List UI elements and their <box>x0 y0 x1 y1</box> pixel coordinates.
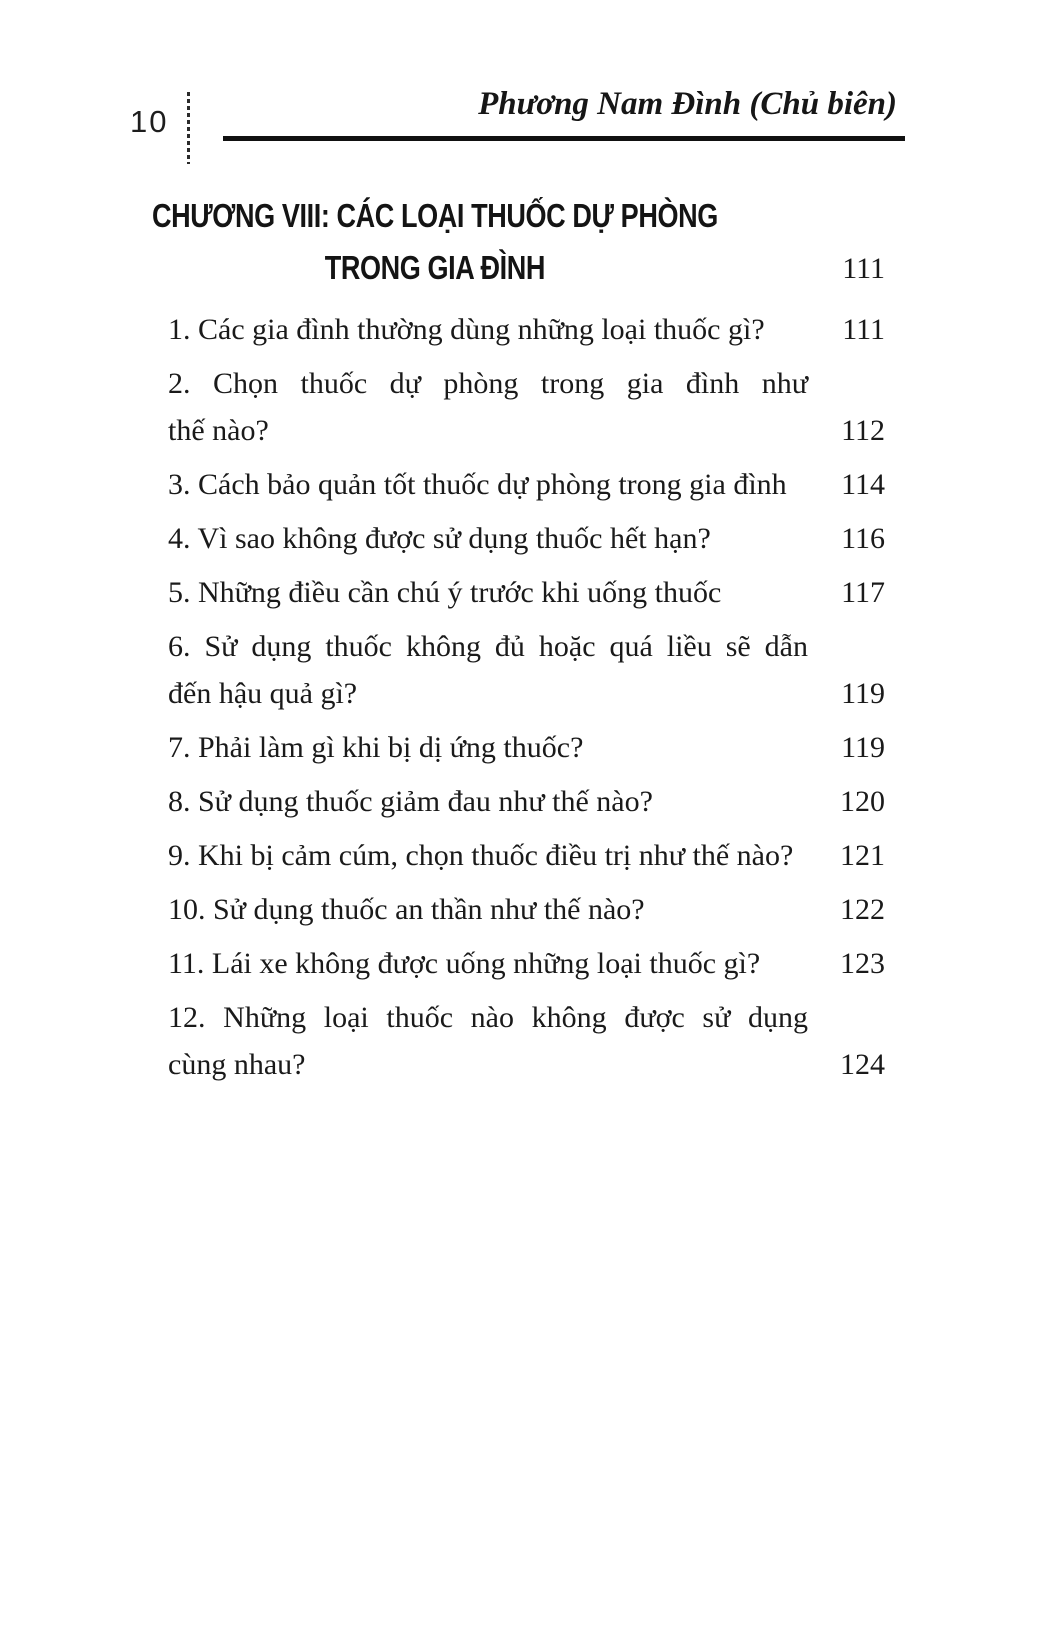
toc-entry <box>168 515 885 562</box>
toc-entry-line: 6. Sử dụng thuốc không đủ hoặc quá liều sẽ dẫn <box>168 630 808 663</box>
chapter-page-number: 111 <box>842 252 885 285</box>
toc-entry-line: thế nào? <box>168 414 269 447</box>
chapter-title-line1: CHƯƠNG VIII: CÁC LOẠI THUỐC DỰ PHÒNG <box>152 197 718 234</box>
toc-entry-line: 2. Chọn thuốc dự phòng trong gia đình như <box>168 367 808 400</box>
toc-entry <box>168 778 885 825</box>
toc-entry-page: 116 <box>841 522 885 555</box>
chapter-heading <box>152 190 885 294</box>
toc-entry <box>168 360 885 454</box>
toc-entry <box>168 461 885 508</box>
toc-entry <box>168 940 885 987</box>
chapter-title <box>152 190 718 294</box>
toc-entry-line: 11. Lái xe không được uống những loại thuốc gì? <box>168 947 761 980</box>
toc-entry-line: 4. Vì sao không được sử dụng thuốc hết hạn? <box>168 522 711 555</box>
toc-entry-label <box>168 461 808 508</box>
toc-entry-page: 121 <box>840 839 885 872</box>
toc-entry-label <box>168 886 808 933</box>
toc-entry-line: cùng nhau? <box>168 1048 306 1081</box>
toc-entry-line: đến hậu quả gì? <box>168 677 358 710</box>
toc-entry-label <box>168 623 808 717</box>
toc-entry-label <box>168 724 808 771</box>
toc-entry-page: 117 <box>841 576 885 609</box>
toc-entry-label <box>168 940 808 987</box>
running-header-author: Phương Nam Đình (Chủ biên) <box>478 86 897 122</box>
toc-entry-page: 122 <box>840 893 885 926</box>
toc-entry-line: 7. Phải làm gì khi bị dị ứng thuốc? <box>168 731 584 764</box>
toc-entry-label <box>168 360 808 454</box>
toc-entry-label <box>168 994 808 1088</box>
chapter-title-line2: TRONG GIA ĐÌNH <box>324 249 546 286</box>
toc-entry-label <box>168 306 808 353</box>
toc-entry-label <box>168 569 808 616</box>
toc-entry-page: 124 <box>840 1048 885 1081</box>
toc-entry-page: 114 <box>841 468 885 501</box>
toc-entry-page: 120 <box>840 785 885 818</box>
table-of-contents <box>152 190 885 1095</box>
toc-entry <box>168 832 885 879</box>
toc-entry <box>168 623 885 717</box>
toc-entry <box>168 569 885 616</box>
toc-entry-page: 111 <box>842 313 885 346</box>
toc-entry-line: 9. Khi bị cảm cúm, chọn thuốc điều trị như thế nào? <box>168 839 794 872</box>
toc-entry-line: 1. Các gia đình thường dùng những loại thuốc gì? <box>168 313 765 346</box>
toc-entry <box>168 886 885 933</box>
toc-entry-line: 5. Những điều cần chú ý trước khi uống thuốc <box>168 576 722 609</box>
toc-entry-label <box>168 515 808 562</box>
toc-entry-page: 119 <box>841 677 885 710</box>
toc-entry <box>168 994 885 1088</box>
toc-entry-label <box>168 778 808 825</box>
toc-entry-page: 112 <box>841 414 885 447</box>
header-rule <box>223 136 905 141</box>
header-divider-tick <box>187 92 190 164</box>
toc-entry-line: 10. Sử dụng thuốc an thần như thế nào? <box>168 893 645 926</box>
page-number-folio: 10 <box>130 104 169 139</box>
toc-entry-line: 8. Sử dụng thuốc giảm đau như thế nào? <box>168 785 653 818</box>
toc-entry <box>168 724 885 771</box>
toc-entry-line: 12. Những loại thuốc nào không được sử dụng <box>168 1001 808 1034</box>
toc-entry-page: 119 <box>841 731 885 764</box>
toc-entry-label <box>168 832 808 879</box>
toc-entry-line: 3. Cách bảo quản tốt thuốc dự phòng trong gia đình <box>168 468 787 501</box>
toc-entry-page: 123 <box>840 947 885 980</box>
toc-entry <box>168 306 885 353</box>
